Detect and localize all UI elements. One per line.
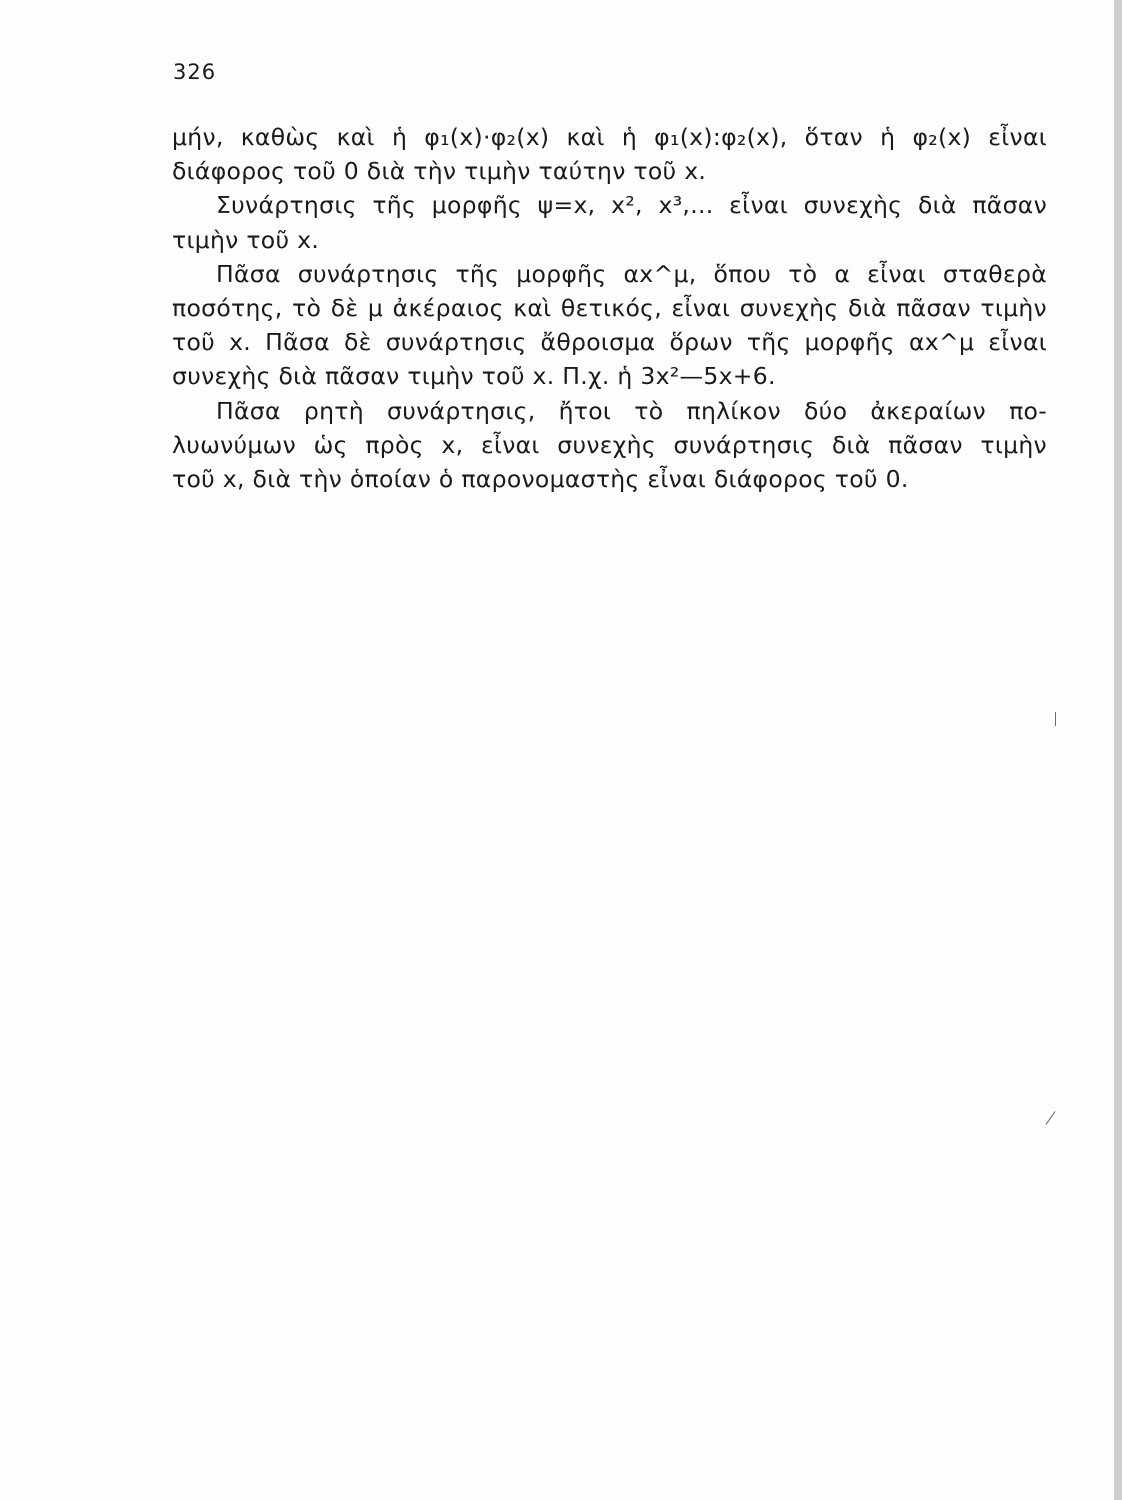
text-line: τοῦ x. Πᾶσα δὲ συνάρτησις ἄθροισμα ὅρων τῆς μορφῆς αx^μ εἶναι — [172, 328, 1047, 357]
scan-speck — [1046, 1111, 1056, 1125]
text-line: τιμὴν τοῦ x. — [172, 225, 320, 254]
page-number: 326 — [173, 60, 217, 84]
scan-speck — [1055, 712, 1056, 726]
page-edge-shadow — [1114, 0, 1122, 1500]
text-line: Συνάρτησις τῆς μορφῆς ψ=x, x², x³,... εἶναι συνεχὴς διὰ πᾶσαν — [216, 191, 1047, 220]
text-line: μήν, καθὼς καὶ ἡ φ₁(x)·φ₂(x) καὶ ἡ φ₁(x):φ₂(x), ὅταν ἡ φ₂(x) εἶναι — [172, 123, 1047, 151]
text-line: Πᾶσα συνάρτησις τῆς μορφῆς αx^μ, ὅπου τὸ α εἶναι σταθερὰ — [216, 259, 1047, 288]
text-line: λυωνύμων ὡς πρὸς x, εἶναι συνεχὴς συνάρτησις διὰ πᾶσαν τιμὴν — [172, 430, 1047, 459]
text-line: συνεχὴς διὰ πᾶσαν τιμὴν τοῦ x. Π.χ. ἡ 3x²—5x+6. — [172, 362, 776, 391]
text-line: τοῦ x, διὰ τὴν ὁποίαν ὁ παρονομαστὴς εἶναι διάφορος τοῦ 0. — [172, 465, 909, 494]
body-text — [172, 120, 1047, 496]
text-line: ποσότης, τὸ δὲ μ ἀκέραιος καὶ θετικός, εἶναι συνεχὴς διὰ πᾶσαν τιμὴν — [172, 294, 1047, 323]
text-line: διάφορος τοῦ 0 διὰ τὴν τιμὴν ταύτην τοῦ x. — [172, 157, 707, 186]
text-line: Πᾶσα ρητὴ συνάρτησις, ἤτοι τὸ πηλίκον δύο ἀκεραίων πο- — [216, 396, 1047, 425]
